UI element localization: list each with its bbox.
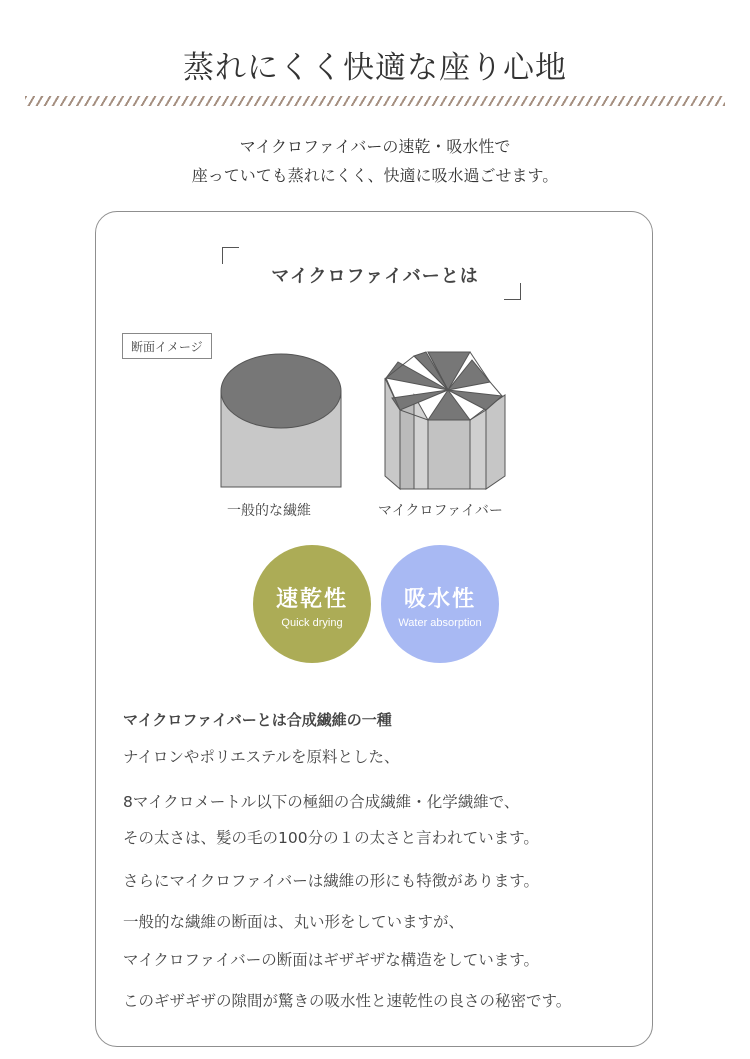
lead-line-2: 座っていても蒸れにくく、快適に吸水過ごせます。 <box>191 166 559 185</box>
water-absorption-badge-jp: 吸水性 <box>403 587 476 612</box>
water-absorption-badge-en: Water absorption <box>398 617 482 629</box>
card-heading: マイクロファイバーとは <box>271 266 479 287</box>
body-line-7: このギザギザの隙間が驚きの吸水性と速乾性の良さの秘密です。 <box>123 992 572 1010</box>
quick-drying-badge <box>253 545 371 663</box>
cross-section-image-tag: 断面イメージ <box>122 333 212 359</box>
lead-line-1: マイクロファイバーの速乾・吸水性で <box>239 137 511 156</box>
body-line-4: さらにマイクロファイバーは繊維の形にも特徴があります。 <box>123 872 540 890</box>
body-heading: マイクロファイバーとは合成繊維の一種 <box>123 711 392 729</box>
body-line-6: マイクロファイバーの断面はギザギザな構造をしています。 <box>123 951 540 969</box>
body-line-5: 一般的な繊維の断面は、丸い形をしていますが、 <box>123 913 465 931</box>
normal-fiber-cylinder-icon <box>221 354 341 487</box>
fiber-cross-section-illustration <box>0 0 750 500</box>
microfiber-star-column-icon <box>385 352 505 489</box>
microfiber-caption: マイクロファイバー <box>378 503 503 519</box>
page-title: 蒸れにくく快適な座り心地 <box>183 50 567 86</box>
body-line-2: 8マイクロメートル以下の極細の合成繊維・化学繊維で、 <box>123 793 520 811</box>
normal-fiber-caption: 一般的な繊維 <box>227 503 311 519</box>
quick-drying-badge-jp: 速乾性 <box>275 587 348 612</box>
quick-drying-badge-en: Quick drying <box>281 617 343 629</box>
body-line-1: ナイロンやポリエステルを原料とした、 <box>123 748 400 766</box>
body-line-3: その太さは、髪の毛の100分の１の太さと言われています。 <box>123 829 539 847</box>
water-absorption-badge <box>381 545 499 663</box>
